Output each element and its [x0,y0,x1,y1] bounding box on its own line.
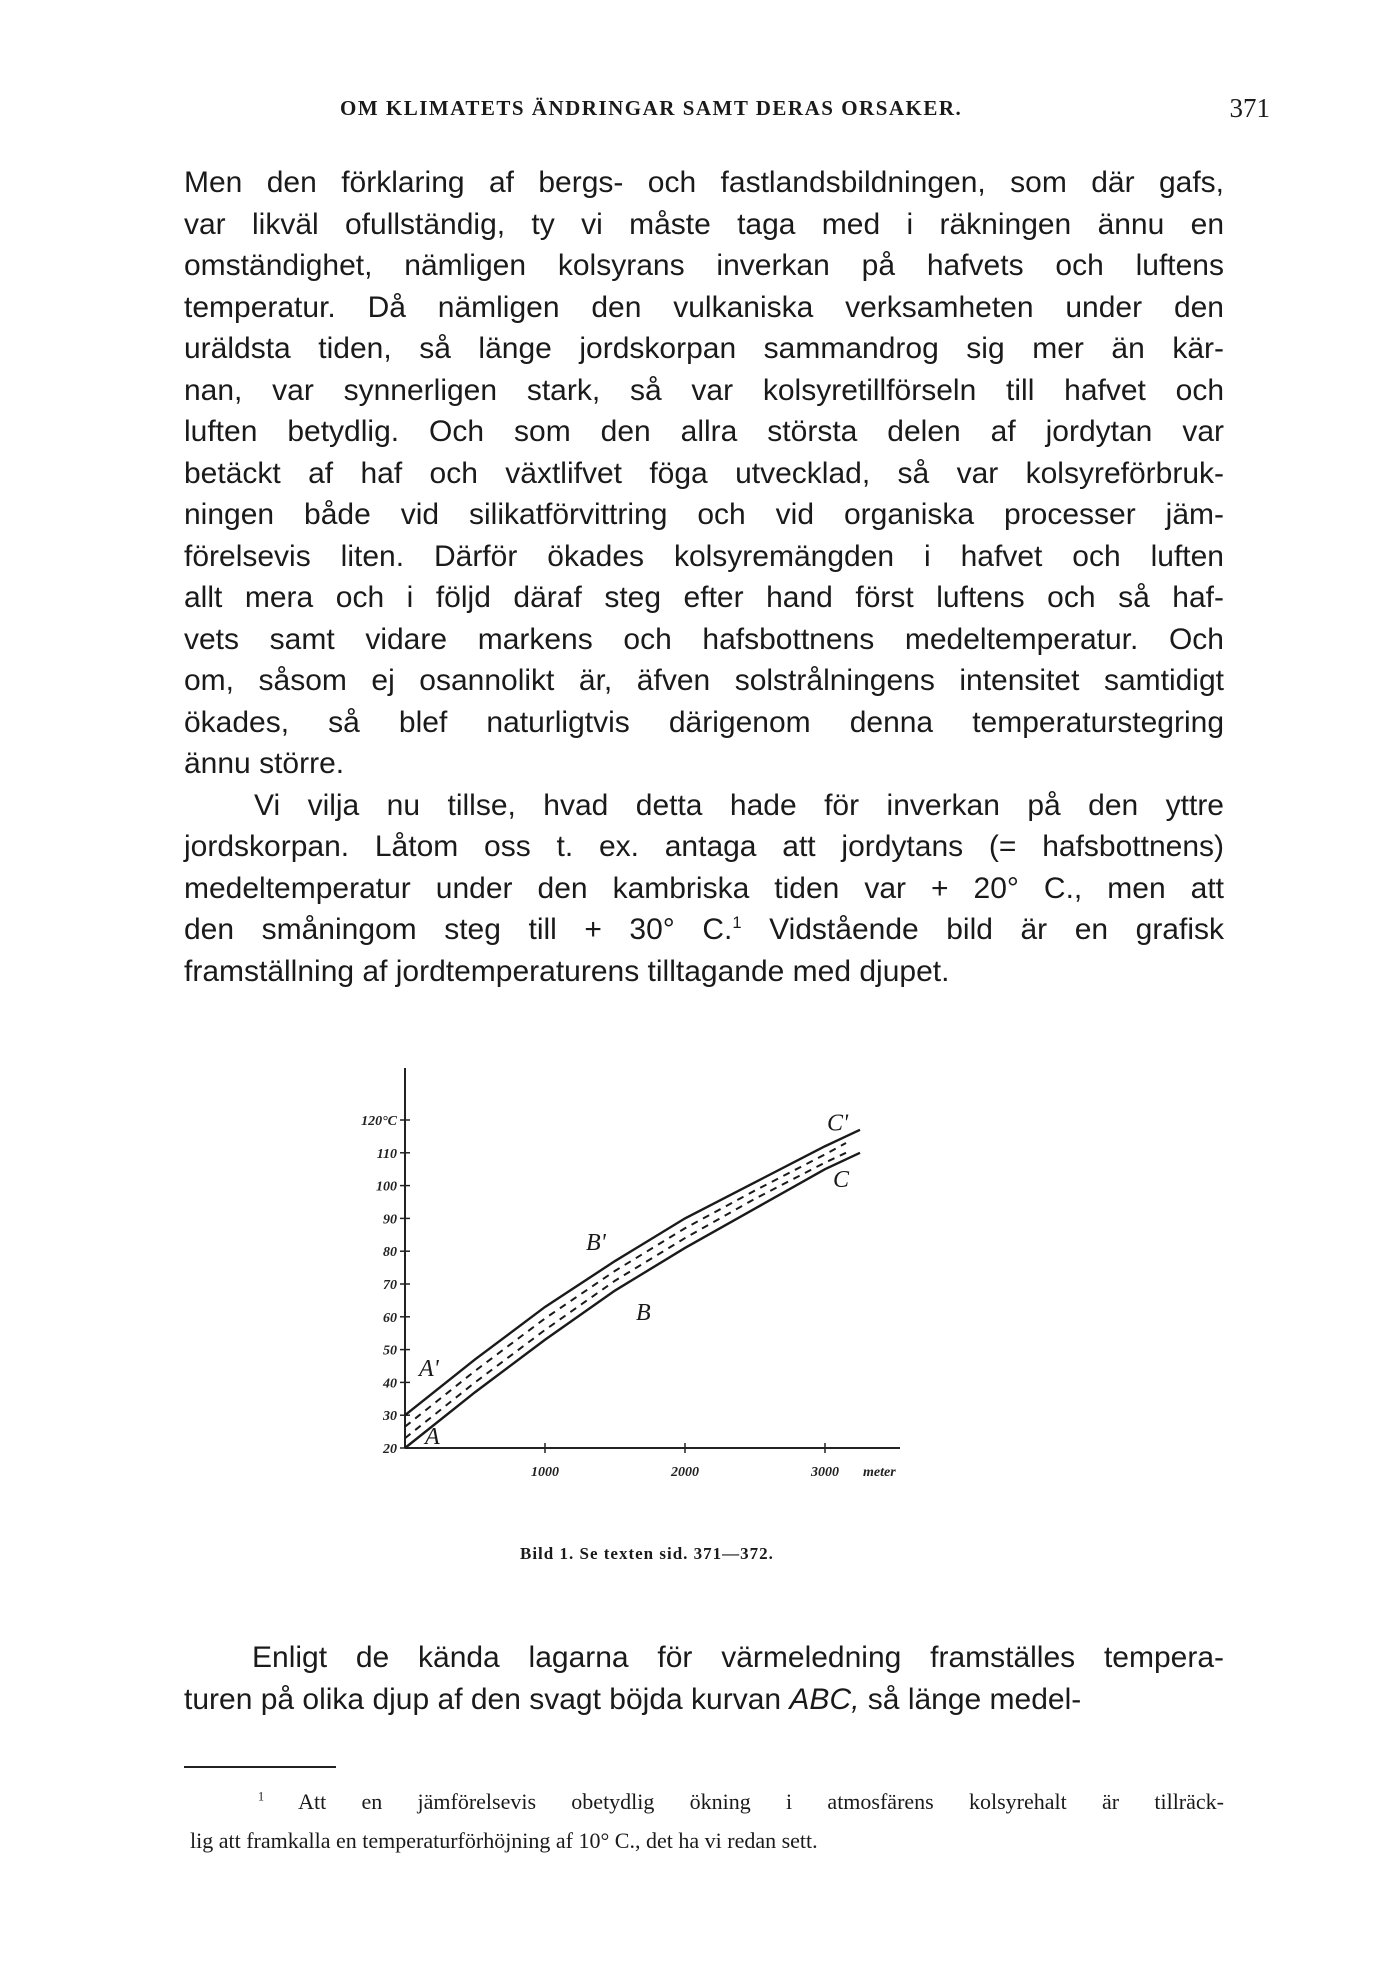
body-line [184,909,1224,951]
footnote-reference: 1 [732,914,742,932]
y-tick-label: 110 [376,1146,397,1162]
body-line: om, såsom ej osannolikt är, äfven solstrålningens intensitet samtidigt [184,664,1224,697]
x-tick-label: 2000 [671,1465,699,1480]
y-tick-label: 100 [376,1179,397,1195]
body-line [184,1679,1224,1721]
x-axis-label: meter [863,1465,896,1480]
body-line: Men den förklaring af bergs- och fastlandsbildningen, som där gafs, [184,166,1224,199]
curve-aprimebprimecprime [405,1130,860,1415]
body-line: ännu större. [184,747,345,780]
body-line: luften betydlig. Och som den allra största delen af jordytan var [184,415,1224,448]
figure-caption: Bild 1. Se texten sid. 371—372. [520,1544,774,1563]
point-label: C [833,1167,850,1194]
body-line: förelsevis liten. Därför ökades kolsyremängden i hafvet och luften [184,539,1224,573]
running-header [340,93,1270,136]
body-line: omständighet, nämligen kolsyrans inverkan på hafvets och luftens [184,249,1224,282]
paragraph-2 [184,785,1224,993]
body-line: allt mera och i följd däraf steg efter hand först luftens och så haf- [184,581,1224,614]
y-tick-label: 30 [383,1409,397,1425]
body-line-part: den småningom steg till + 30° C. [184,913,733,946]
body-line: vets samt vidare markens och hafsbottnens medeltemperatur. Och [184,622,1224,656]
body-line-part: så länge medel- [867,1682,1082,1716]
x-tick-label: 1000 [531,1465,559,1480]
y-tick-label: 60 [383,1310,397,1326]
y-tick-label: 70 [383,1278,397,1293]
page-number: 371 [1229,93,1270,123]
body-line: ökades, så blef naturligtvis därigenom denna temperaturstegring [184,705,1224,739]
body-line: medeltemperatur under den kambriska tiden var + 20° C., men att [184,871,1224,905]
x-tick-label: 3000 [811,1465,839,1480]
body-line: nan, var synnerligen stark, så var kolsyretillförseln till hafvet och [184,373,1224,407]
point-label: A' [419,1355,439,1382]
footnotes [190,1782,1224,1860]
body-line: framställning af jordtemperaturens tilltagande med djupet. [184,954,950,988]
footnote-marker: 1 [258,1789,265,1804]
body-text-continued [184,1637,1224,1720]
body-line: uräldsta tiden, så länge jordskorpan sammandrog sig mer än kär- [184,332,1224,365]
body-line: var likväl ofullständig, ty vi måste taga med i räkningen ännu en [184,207,1224,241]
body-line: betäckt af haf och växtlifvet föga utvecklad, så var kolsyreförbruk- [184,456,1224,490]
body-line-part: Vidstående bild är en grafisk [769,913,1224,946]
footnote-line [190,1782,1224,1821]
body-line: jordskorpan. Låtom oss t. ex. antaga att jordytans (= hafsbottnens) [184,830,1224,863]
figure-1 [355,1058,1055,1528]
y-tick-label: 20 [383,1442,397,1457]
body-line: ningen både vid silikatförvittring och vid organiska processer jäm- [184,498,1224,531]
footnote-line: lig att framkalla en temperaturförhöjning af 10° C., det ha vi redan sett. [190,1828,818,1853]
running-title: OM KLIMATETS ÄNDRINGAR SAMT DERAS ORSAKER. [340,96,963,120]
y-tick-label: 50 [383,1343,397,1359]
curve-label: ABC, [789,1682,860,1716]
curve-abc [405,1153,860,1448]
y-tick-label: 90 [383,1212,397,1228]
paragraph-1 [184,162,1224,785]
body-text [184,162,1224,992]
point-label: C' [827,1110,849,1137]
body-line: Vi vilja nu tillse, hvad detta hade för inverkan på den yttre [254,788,1224,822]
temperature-depth-chart [355,1058,1055,1528]
y-tick-label: 40 [383,1376,397,1392]
point-label: A [425,1424,440,1450]
point-label: B' [586,1229,606,1256]
body-line: temperatur. Då nämligen den vulkaniska verksamheten under den [184,290,1224,324]
footnote-divider [184,1766,336,1768]
y-tick-label: 80 [383,1245,397,1261]
y-tick-label: 120°C [361,1114,397,1129]
footnote-text: Att en jämförelsevis obetydlig ökning i atmosfärens kolsyrehalt är tillräck- [298,1789,1224,1814]
point-label: B [636,1299,651,1326]
body-line-part: turen på olika djup af den svagt böjda kurvan [184,1682,782,1716]
body-line: Enligt de kända lagarna för värmeledning framställes tempera- [252,1641,1224,1674]
